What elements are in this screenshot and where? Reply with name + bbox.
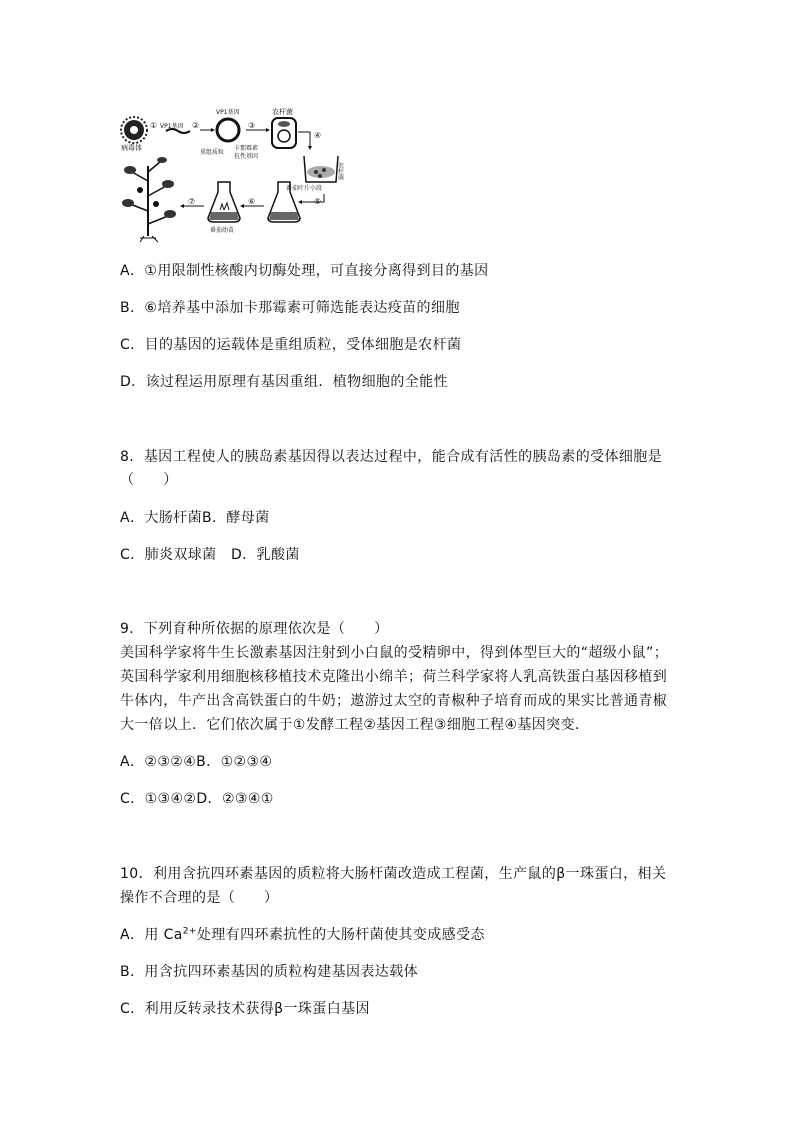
kanamycin-label-2: 抗性基因 xyxy=(234,153,259,160)
q10-option-b: B．用含抗四环素基因的质粒构建基因表达载体 xyxy=(120,964,419,980)
step2-label: ② xyxy=(192,121,200,130)
q7-option-d: D．该过程运用原理有基因重组．植物细胞的全能性 xyxy=(120,374,448,390)
q8-options-cd: C．肺炎双球菌 D．乳酸菌 xyxy=(120,547,300,563)
q7-option-a: A．①用限制性核酸内切酶处理，可直接分离得到目的基因 xyxy=(120,263,489,279)
q8-stem-paren: （ ） xyxy=(120,472,178,488)
kanamycin-label-1: 卡那霉素 xyxy=(234,145,259,152)
q9-options-cd: C．①③④②D．②③④① xyxy=(120,791,274,807)
virus-label: 病毒体 xyxy=(121,144,142,152)
q9-options-ab: A．②③②④B．①②③④ xyxy=(120,754,273,770)
q9-body-3: 牛体内，牛产出含高铁蛋白的牛奶；遨游过太空的青椒种子培育而成的果实比普通青椒 xyxy=(120,693,668,709)
q10-stem: 10．利用含抗四环素基因的质粒将大肠杆菌改造成工程菌，生产鼠的β一珠蛋白，相关 xyxy=(120,866,667,882)
q9-body-2: 英国科学家利用细胞核移植技术克隆出小绵羊；荷兰科学家将人乳高铁蛋白基因移植到 xyxy=(120,669,668,685)
genetic-engineering-diagram xyxy=(118,106,352,248)
plasmid-label: 重组质粒 xyxy=(200,149,225,156)
q8-options-ab: A．大肠杆菌B．酵母菌 xyxy=(120,510,270,526)
step6-label: ⑥ xyxy=(248,197,256,206)
recombinant-plasmid xyxy=(217,119,239,141)
q7-option-b: B．⑥培养基中添加卡那霉素可筛选能表达疫苗的细胞 xyxy=(120,300,460,316)
q10-option-a xyxy=(120,924,485,944)
q7-option-c: C．目的基因的运载体是重组质粒，受体细胞是农杆菌 xyxy=(120,337,462,353)
step3-label: ③ xyxy=(248,121,256,130)
beaker-label-1: 农杆菌 xyxy=(336,162,344,180)
plasmid-vp1-label: VP1基因 xyxy=(216,109,240,116)
step4-label: ④ xyxy=(314,131,322,140)
q10-option-c: C．利用反转录技术获得β一珠蛋白基因 xyxy=(120,1001,370,1017)
q10-option-a-pre: A．用 Ca xyxy=(120,927,183,943)
q9-body-4: 大一倍以上．它们依次属于①发酵工程②基因工程③细胞工程④基因突变． xyxy=(120,717,590,733)
step5-label: ⑤ xyxy=(314,197,322,206)
vp1-gene-label: VP1基因 xyxy=(160,123,184,130)
step7-label: ⑦ xyxy=(188,197,196,206)
q9-body-1: 美国科学家将牛生长激素基因注射到小白鼠的受精卵中，得到体型巨大的“超级小鼠”； xyxy=(120,645,669,661)
q9-stem: 9．下列育种所依据的原理依次是（ ） xyxy=(120,621,389,637)
q10-option-a-sup: 2+ xyxy=(182,926,197,937)
beaker-label-2: 番茄叶片小段 xyxy=(286,185,323,192)
q10-option-a-post: 处理有四环素抗性的大肠杆菌使其变成感受态 xyxy=(196,927,485,943)
seedling-label: 番茄幼苗 xyxy=(210,227,235,234)
tomato-plant-icon xyxy=(122,157,176,242)
q10-stem-2: 操作不合理的是（ ） xyxy=(120,890,279,906)
agrobacterium-label: 农杆菌 xyxy=(272,108,293,116)
virus-icon xyxy=(121,117,147,143)
q8-stem: 8．基因工程使人的胰岛素基因得以表达过程中，能合成有活性的胰岛素的受体细胞是 xyxy=(120,449,663,465)
step1-label: ① xyxy=(150,121,158,130)
